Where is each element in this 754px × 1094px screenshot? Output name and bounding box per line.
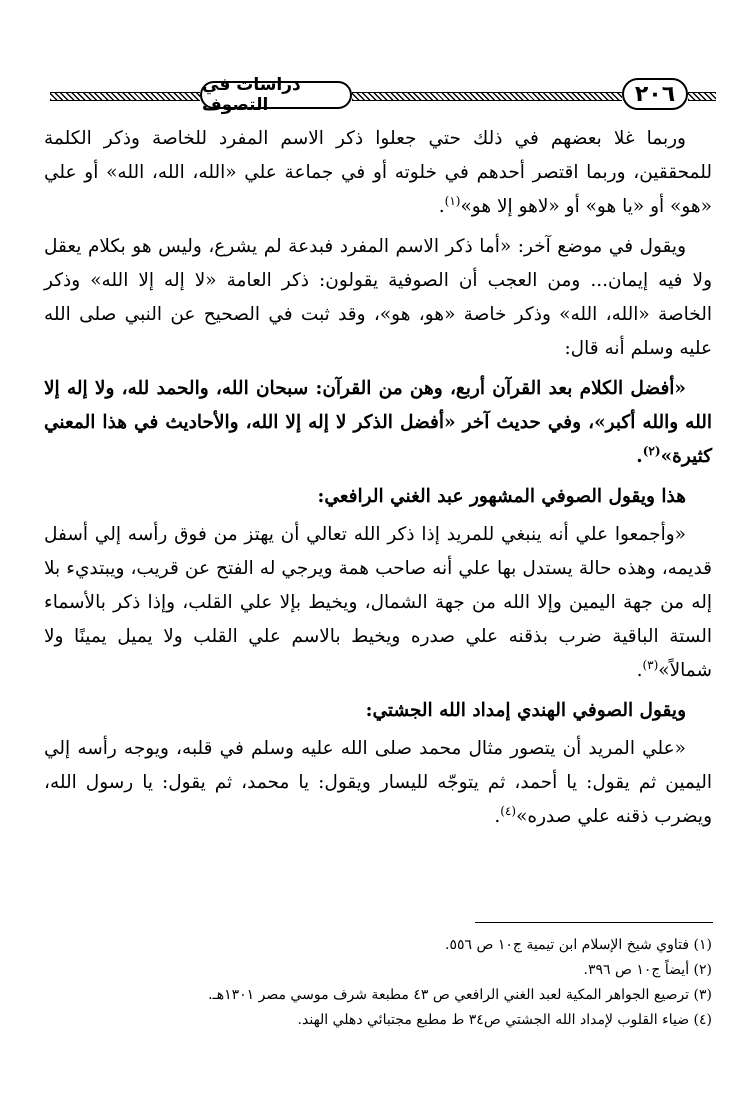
page-number: ٢٠٦ [622, 78, 688, 110]
footnote-ref-4: (٤) [500, 803, 517, 818]
section-heading-jishti: ويقول الصوفي الهندي إمداد الله الجشتي: [365, 700, 686, 721]
section-heading-rafii: هذا ويقول الصوفي المشهور عبد الغني الرافعي: [317, 486, 686, 507]
paragraph-rafii-quote: «وأجمعوا علي أنه ينبغي للمريد إذا ذكر الله تعالي أن يهتز من فوق رأسه إلي أسفل قديمه، وهذه حالة يستدل بها علي أنه صاحب همة ويرجي له الفتح عن قريب، ويبتديء بلا إله من جهة اليمين وإلا الله من جهة الشمال، ويخيط بإلا علي القلب، وإذا ذكر بالأسماء الستة الباقية ضرب بذقنه علي صدره ويخيط بالاسم علي القلب ولا يميل يمينًا ولا شمالاً»$^{(٣)}$. [44, 524, 712, 681]
page-header [40, 75, 720, 118]
paragraph-2: ويقول في موضع آخر: «أما ذكر الاسم المفرد فبدعة لم يشرع، وليس هو بكلام يعقل ولا فيه إيمان... ومن العجب أن الصوفية يقولون: ذكر العامة «لا إله إلا الله» وذكر الخاصة «الله، الله» وذكر خاصة «هو، هو»، وقد ثبت في الصحيح عن النبي صلى الله عليه وسلم أنه قال: [44, 236, 712, 359]
footnote-3: (٣) ترصيع الجواهر المكية لعبد الغني الرافعي ص ٤٣ مطبعة شرف موسي مصر ١٣٠١هـ. [208, 987, 712, 1003]
header-rule-right [688, 92, 716, 101]
footnote-ref-2: (٢) [642, 443, 661, 458]
footnote-4: (٤) ضياء القلوب لإمداد الله الجشتي ص٣٤ ط مطبع مجتبائي دهلي الهند. [297, 1012, 712, 1028]
book-title: دراسات في التصوف [200, 81, 352, 109]
paragraph-1: وربما غلا بعضهم في ذلك حتي جعلوا ذكر الاسم المفرد للخاصة وذكر الكلمة للمحققين، وربما اقتصر أحدهم في خلوته أو في جماعة علي «الله، الله، الله» أو علي «هو» أو «يا هو» أو «لاهو إلا هو»$^{(١)}$. [44, 128, 712, 217]
footnote-ref-3: (٣) [642, 657, 659, 672]
body-text [44, 122, 712, 840]
footnotes [44, 933, 712, 1033]
footnote-1: (١) فتاوي شيخ الإسلام ابن تيمية ج١٠ ص ٥٥٦. [445, 937, 712, 953]
footnote-2: (٢) أيضاً ج١٠ ص ٣٩٦. [583, 962, 712, 978]
header-rule-middle [352, 92, 622, 101]
footnote-separator [475, 922, 713, 923]
header-rule-left [50, 92, 200, 101]
hadith-quote: «أفضل الكلام بعد القرآن أربع، وهن من القرآن: سبحان الله، والحمد لله، ولا إله إلا الله والله أكبر»، وفي حديث آخر «أفضل الذكر لا إله إلا الله، والأحاديث في هذا المعني كثيرة»$^{(٢)}$. [44, 378, 712, 467]
footnote-ref-1: (١) [444, 193, 461, 208]
paragraph-jishti-quote: «علي المريد أن يتصور مثال محمد صلى الله عليه وسلم في قلبه، ويوجه رأسه إلي اليمين ثم يقول: يا أحمد، ثم يتوجّه لليسار ويقول: يا محمد، ثم يقول: يا رسول الله، ويضرب ذقنه علي صدره»$^{(٤)}$. [44, 738, 712, 827]
